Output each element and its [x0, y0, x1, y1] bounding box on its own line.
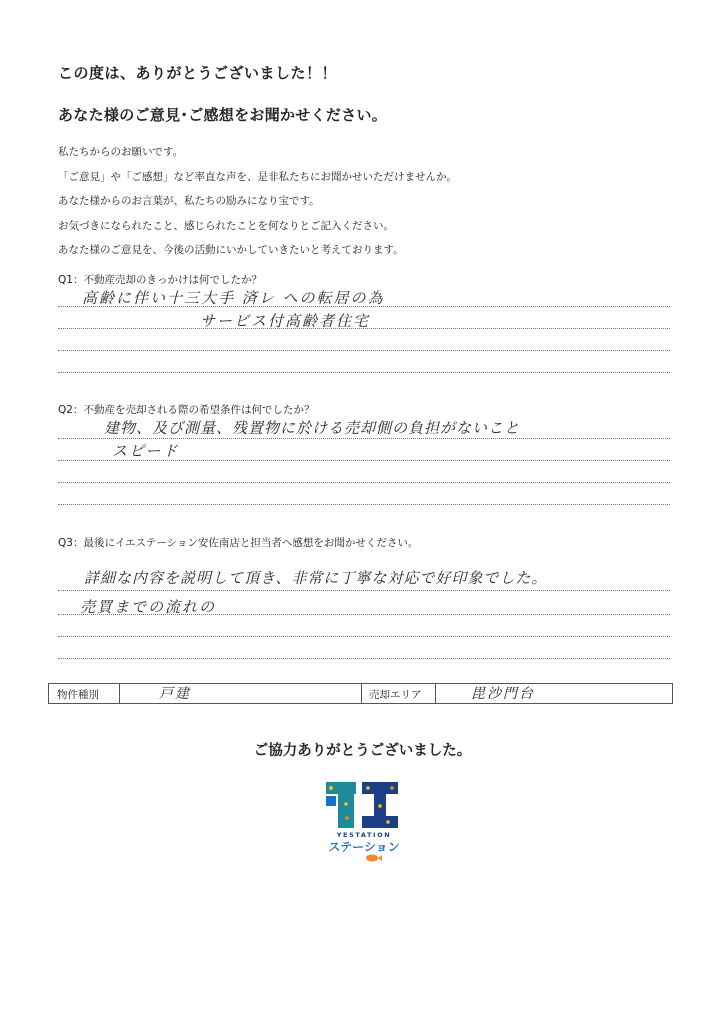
thanks-title: この度は、ありがとうございました！！ [58, 64, 338, 82]
answer-rule [58, 328, 670, 329]
question-1-answer-line: 高齢に伴い十三大手 済レ への転居の為 [82, 289, 385, 307]
intro-line: あなた様のご意見を、今後の活動にいかしていきたいと考えております。 [58, 244, 404, 256]
answer-rule [58, 590, 670, 591]
question-2-answer-line: 建物、及び測量、残置物に於ける売却側の負担がないこと [104, 419, 521, 437]
answer-rule [58, 438, 670, 439]
table-divider [435, 684, 436, 703]
answer-rule [58, 350, 670, 351]
answer-rule [58, 614, 670, 615]
svg-text:YESTATION: YESTATION [336, 831, 392, 839]
question-2-label: Q2：不動産を売却される際の希望条件は何でしたか？ [58, 404, 315, 416]
intro-line: 「ご意見」や「ご感想」など率直な声を、是非私たちにお聞かせいただけませんか。 [58, 170, 457, 183]
property-type-value: 戸建 [159, 686, 191, 702]
property-info-table [48, 683, 673, 704]
intro-text [58, 140, 457, 263]
table-divider [361, 684, 362, 703]
intro-line: 私たちからのお願いです。 [58, 146, 184, 158]
answer-rule [58, 460, 670, 461]
answer-rule [58, 306, 670, 307]
question-1-label: Q1：不動産売却のきっかけは何でしたか？ [58, 274, 262, 286]
svg-text:ステーション: ステーション [328, 840, 400, 854]
sale-area-value: 毘沙門台 [471, 686, 535, 702]
question-3-label: Q3：最後にイエステーション安佐南店と担当者へ感想をお聞かせください。 [58, 537, 419, 549]
intro-line: あなた様からのお言葉が、私たちの励みになり宝です。 [58, 195, 320, 207]
answer-rule [58, 636, 670, 637]
answer-rule [58, 658, 670, 659]
question-1-answer-line: サービス付高齢者住宅 [200, 312, 371, 330]
question-3-answer-line: 売買までの流れの [80, 598, 217, 616]
request-title: あなた様のご意見･ご感想をお聞かせください。 [58, 106, 388, 124]
answer-rule [58, 372, 670, 373]
question-3-answer-line: 詳細な内容を説明して頂き、非常に丁寧な対応で好印象でした。 [84, 569, 548, 587]
answer-rule [58, 482, 670, 483]
intro-line: お気づきになられたこと、感じられたことを何なりとご記入ください。 [58, 219, 394, 232]
answer-rule [58, 504, 670, 505]
property-type-label: 物件種別 [57, 689, 99, 701]
sale-area-label: 売却エリア [369, 689, 422, 701]
question-2-answer-line: スピード [112, 442, 180, 460]
table-divider [119, 684, 120, 703]
closing-thanks: ご協力ありがとうございました。 [253, 743, 472, 759]
yestation-logo [318, 774, 410, 864]
